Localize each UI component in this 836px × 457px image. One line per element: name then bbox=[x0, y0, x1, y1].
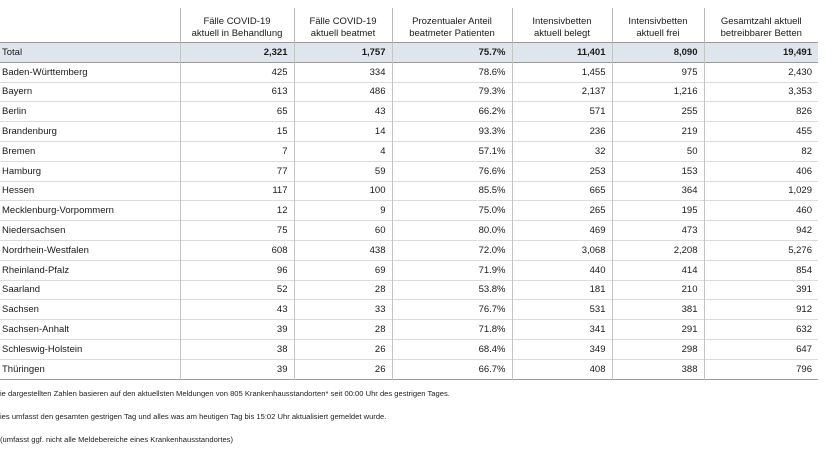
value-cell: 1,029 bbox=[704, 181, 818, 201]
value-cell: 1,757 bbox=[294, 43, 392, 63]
value-cell: 1,455 bbox=[512, 62, 612, 82]
value-cell: 5,276 bbox=[704, 240, 818, 260]
value-cell: 253 bbox=[512, 161, 612, 181]
region-name-cell: Saarland bbox=[2, 284, 41, 296]
value-cell: 291 bbox=[612, 320, 704, 340]
value-cell: 388 bbox=[612, 359, 704, 379]
value-cell: 79.3% bbox=[392, 82, 512, 102]
value-cell: 665 bbox=[512, 181, 612, 201]
value-cell: 381 bbox=[612, 300, 704, 320]
column-header: Prozentualer Anteil beatmeter Patienten bbox=[392, 8, 512, 43]
region-name-cell: Baden-Württemberg bbox=[2, 66, 88, 78]
covid-icu-table bbox=[0, 8, 818, 380]
value-cell: 647 bbox=[704, 339, 818, 359]
value-cell: 571 bbox=[512, 102, 612, 122]
value-cell: 93.3% bbox=[392, 122, 512, 142]
table-row bbox=[0, 300, 818, 320]
value-cell: 473 bbox=[612, 221, 704, 241]
value-cell: 85.5% bbox=[392, 181, 512, 201]
value-cell: 2,208 bbox=[612, 240, 704, 260]
value-cell: 15 bbox=[180, 122, 294, 142]
total-row bbox=[0, 43, 818, 63]
value-cell: 28 bbox=[294, 320, 392, 340]
column-header: Intensivbetten aktuell frei bbox=[612, 8, 704, 43]
table-row bbox=[0, 62, 818, 82]
table-row bbox=[0, 201, 818, 221]
value-cell: 26 bbox=[294, 359, 392, 379]
value-cell: 195 bbox=[612, 201, 704, 221]
value-cell: 43 bbox=[180, 300, 294, 320]
table-row bbox=[0, 280, 818, 300]
value-cell: 826 bbox=[704, 102, 818, 122]
table-row bbox=[0, 102, 818, 122]
value-cell: 7 bbox=[180, 141, 294, 161]
value-cell: 12 bbox=[180, 201, 294, 221]
region-name-cell: Berlin bbox=[2, 106, 27, 118]
table-body bbox=[0, 43, 818, 380]
value-cell: 72.0% bbox=[392, 240, 512, 260]
value-cell: 50 bbox=[612, 141, 704, 161]
value-cell: 265 bbox=[512, 201, 612, 221]
value-cell: 8,090 bbox=[612, 43, 704, 63]
value-cell: 38 bbox=[180, 339, 294, 359]
table-row bbox=[0, 359, 818, 379]
footnote-1: ie dargestellten Zahlen basieren auf den aktuellsten Meldungen von 805 Krankenhausstandorten* seit 00:00 Uhr des gestrigen Tages. bbox=[0, 389, 450, 398]
value-cell: 66.2% bbox=[392, 102, 512, 122]
value-cell: 425 bbox=[180, 62, 294, 82]
table-row bbox=[0, 141, 818, 161]
value-cell: 455 bbox=[704, 122, 818, 142]
value-cell: 77 bbox=[180, 161, 294, 181]
table-row bbox=[0, 240, 818, 260]
region-name-cell: Bayern bbox=[2, 86, 33, 98]
value-cell: 942 bbox=[704, 221, 818, 241]
region-name-cell: Hessen bbox=[2, 185, 35, 197]
value-cell: 75 bbox=[180, 221, 294, 241]
value-cell: 608 bbox=[180, 240, 294, 260]
column-header: Intensivbetten aktuell belegt bbox=[512, 8, 612, 43]
value-cell: 2,430 bbox=[704, 62, 818, 82]
column-header: Fälle COVID-19 aktuell in Behandlung bbox=[180, 8, 294, 43]
value-cell: 3,068 bbox=[512, 240, 612, 260]
value-cell: 912 bbox=[704, 300, 818, 320]
covid-icu-table-sheet bbox=[0, 8, 818, 380]
region-name-cell: Mecklenburg-Vorpommern bbox=[2, 205, 114, 217]
table-row bbox=[0, 339, 818, 359]
value-cell: 334 bbox=[294, 62, 392, 82]
region-name-cell: Rheinland-Pfalz bbox=[2, 264, 70, 276]
table-row bbox=[0, 82, 818, 102]
region-name-cell: Schleswig-Holstein bbox=[2, 343, 83, 355]
region-name-cell: Niedersachsen bbox=[2, 225, 66, 237]
value-cell: 2,137 bbox=[512, 82, 612, 102]
value-cell: 100 bbox=[294, 181, 392, 201]
value-cell: 43 bbox=[294, 102, 392, 122]
value-cell: 33 bbox=[294, 300, 392, 320]
value-cell: 57.1% bbox=[392, 141, 512, 161]
table-row bbox=[0, 320, 818, 340]
value-cell: 219 bbox=[612, 122, 704, 142]
value-cell: 4 bbox=[294, 141, 392, 161]
region-name-cell: Total bbox=[2, 46, 23, 58]
value-cell: 469 bbox=[512, 221, 612, 241]
value-cell: 408 bbox=[512, 359, 612, 379]
value-cell: 854 bbox=[704, 260, 818, 280]
value-cell: 298 bbox=[612, 339, 704, 359]
region-name-cell: Sachsen-Anhalt bbox=[2, 324, 70, 336]
value-cell: 52 bbox=[180, 280, 294, 300]
region-name-cell: Bremen bbox=[2, 145, 36, 157]
value-cell: 391 bbox=[704, 280, 818, 300]
footnote-2: ies umfasst den gesamten gestrigen Tag und alles was am heutigen Tag bis 15:02 Uhr aktualisiert gemeldet wurde. bbox=[0, 412, 387, 421]
region-name-cell: Thüringen bbox=[2, 363, 45, 375]
table-row bbox=[0, 221, 818, 241]
value-cell: 341 bbox=[512, 320, 612, 340]
value-cell: 796 bbox=[704, 359, 818, 379]
value-cell: 76.6% bbox=[392, 161, 512, 181]
value-cell: 117 bbox=[180, 181, 294, 201]
column-header: Gesamtzahl aktuell betreibbarer Betten bbox=[704, 8, 818, 43]
value-cell: 531 bbox=[512, 300, 612, 320]
value-cell: 68.4% bbox=[392, 339, 512, 359]
value-cell: 349 bbox=[512, 339, 612, 359]
footnotes bbox=[0, 388, 450, 457]
value-cell: 59 bbox=[294, 161, 392, 181]
value-cell: 414 bbox=[612, 260, 704, 280]
value-cell: 32 bbox=[512, 141, 612, 161]
value-cell: 9 bbox=[294, 201, 392, 221]
value-cell: 210 bbox=[612, 280, 704, 300]
region-name-cell: Nordrhein-Westfalen bbox=[2, 244, 89, 256]
value-cell: 2,321 bbox=[180, 43, 294, 63]
value-cell: 96 bbox=[180, 260, 294, 280]
header-region bbox=[0, 8, 180, 43]
table-row bbox=[0, 181, 818, 201]
value-cell: 11,401 bbox=[512, 43, 612, 63]
value-cell: 26 bbox=[294, 339, 392, 359]
value-cell: 153 bbox=[612, 161, 704, 181]
column-header: Fälle COVID-19 aktuell beatmet bbox=[294, 8, 392, 43]
value-cell: 78.6% bbox=[392, 62, 512, 82]
value-cell: 19,491 bbox=[704, 43, 818, 63]
value-cell: 28 bbox=[294, 280, 392, 300]
footnote-3: (umfasst ggf. nicht alle Meldebereiche eines Krankenhausstandortes) bbox=[0, 435, 234, 444]
region-name-cell: Brandenburg bbox=[2, 126, 57, 138]
region-name-cell: Hamburg bbox=[2, 165, 42, 177]
value-cell: 80.0% bbox=[392, 221, 512, 241]
value-cell: 39 bbox=[180, 320, 294, 340]
value-cell: 82 bbox=[704, 141, 818, 161]
value-cell: 3,353 bbox=[704, 82, 818, 102]
value-cell: 75.0% bbox=[392, 201, 512, 221]
value-cell: 364 bbox=[612, 181, 704, 201]
value-cell: 60 bbox=[294, 221, 392, 241]
value-cell: 65 bbox=[180, 102, 294, 122]
value-cell: 39 bbox=[180, 359, 294, 379]
value-cell: 236 bbox=[512, 122, 612, 142]
table-row bbox=[0, 260, 818, 280]
value-cell: 486 bbox=[294, 82, 392, 102]
table-row bbox=[0, 161, 818, 181]
value-cell: 71.9% bbox=[392, 260, 512, 280]
value-cell: 14 bbox=[294, 122, 392, 142]
value-cell: 438 bbox=[294, 240, 392, 260]
value-cell: 255 bbox=[612, 102, 704, 122]
value-cell: 460 bbox=[704, 201, 818, 221]
header-row bbox=[0, 8, 818, 43]
value-cell: 406 bbox=[704, 161, 818, 181]
value-cell: 613 bbox=[180, 82, 294, 102]
value-cell: 440 bbox=[512, 260, 612, 280]
value-cell: 69 bbox=[294, 260, 392, 280]
value-cell: 53.8% bbox=[392, 280, 512, 300]
value-cell: 66.7% bbox=[392, 359, 512, 379]
value-cell: 181 bbox=[512, 280, 612, 300]
value-cell: 75.7% bbox=[392, 43, 512, 63]
value-cell: 1,216 bbox=[612, 82, 704, 102]
region-name-cell: Sachsen bbox=[2, 304, 39, 316]
value-cell: 76.7% bbox=[392, 300, 512, 320]
table-row bbox=[0, 122, 818, 142]
value-cell: 632 bbox=[704, 320, 818, 340]
value-cell: 975 bbox=[612, 62, 704, 82]
value-cell: 71.8% bbox=[392, 320, 512, 340]
